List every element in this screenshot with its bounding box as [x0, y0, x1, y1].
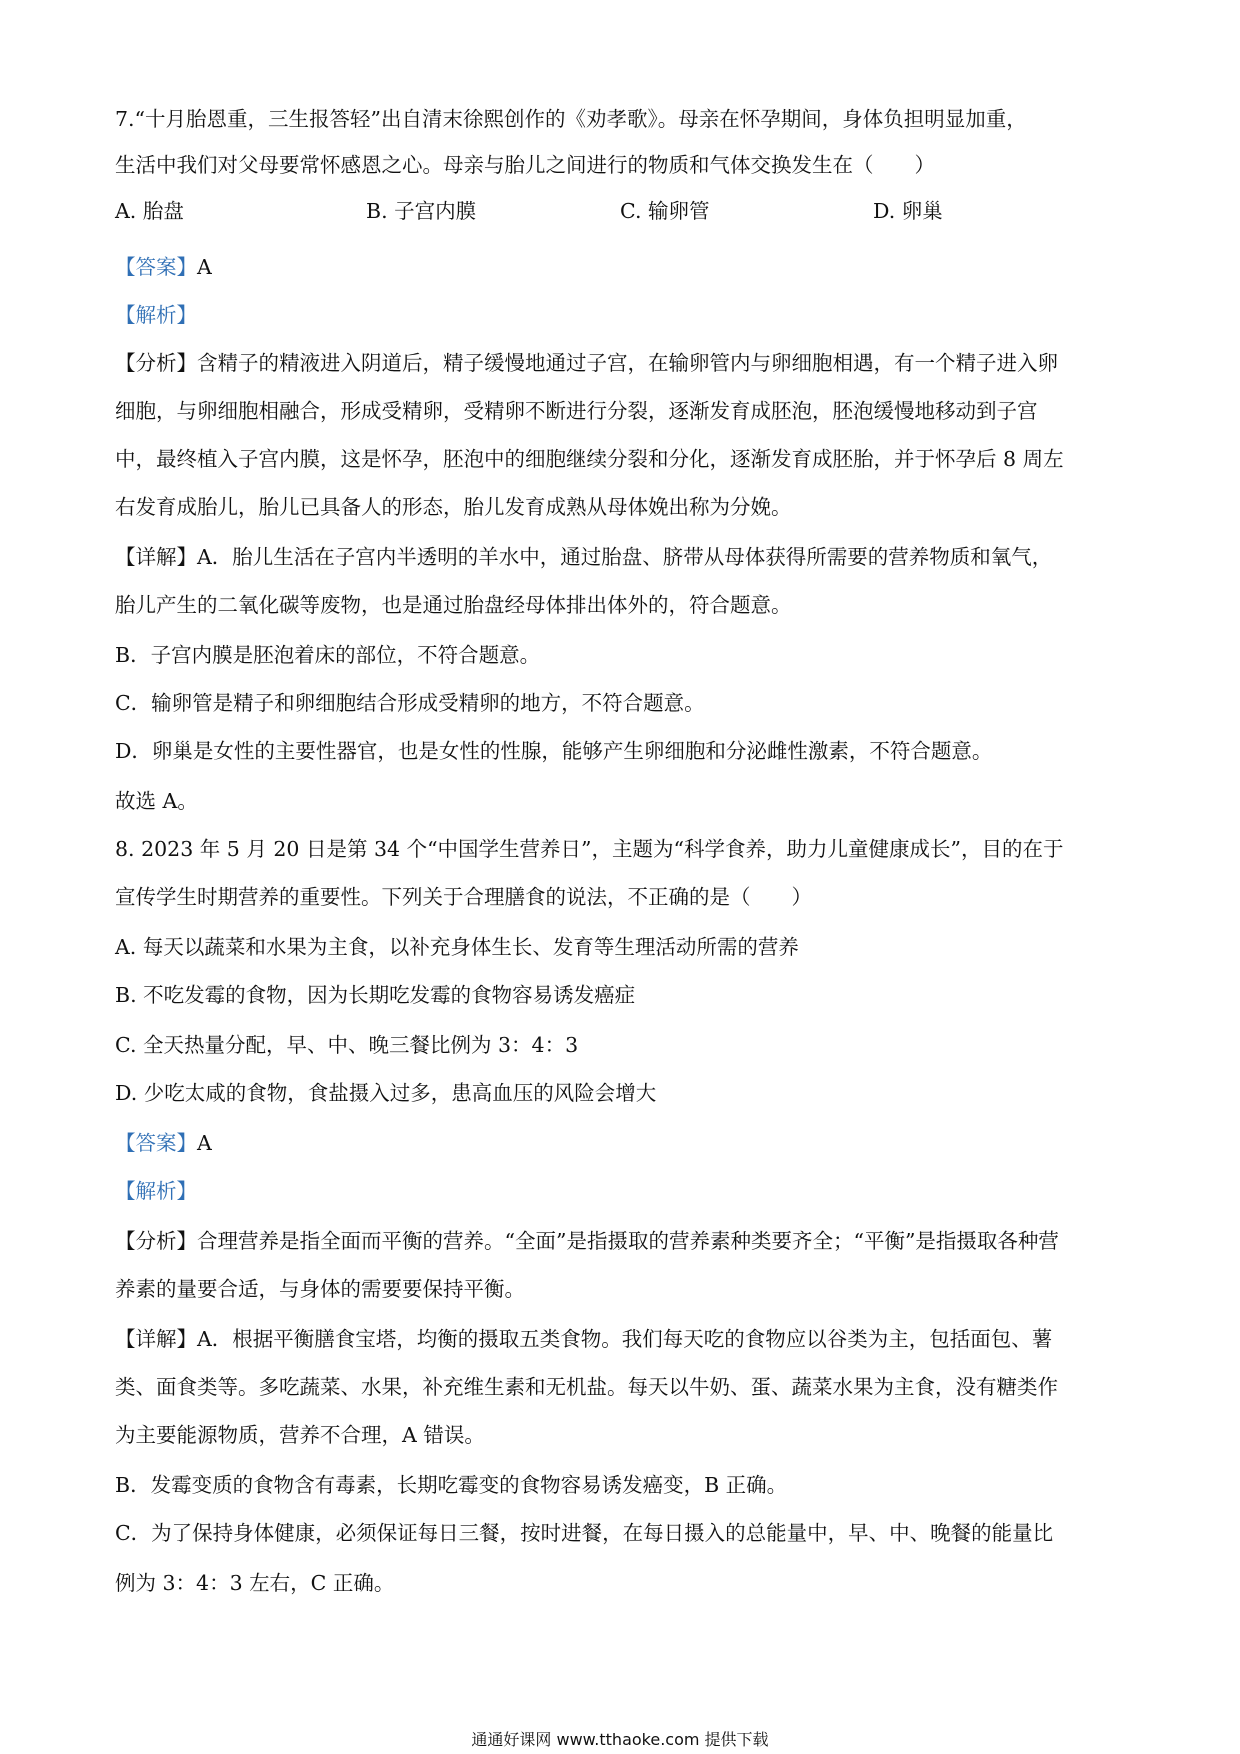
answer-value: A	[197, 255, 212, 279]
q7-option-c: C. 输卵管	[620, 199, 710, 223]
q8-analysis-heading	[115, 1176, 1130, 1206]
q7-analysis-heading	[115, 300, 1130, 330]
q7-fenxi-line2: 细胞，与卵细胞相融合，形成受精卵，受精卵不断进行分裂，逐渐发育成胚泡，胚泡缓慢地移动到子宫	[115, 399, 1038, 423]
analysis-tag: 【解析】	[115, 1179, 197, 1203]
q8-detail-line4: B．发霉变质的食物含有毒素，长期吃霉变的食物容易诱发癌变，B 正确。	[115, 1473, 788, 1497]
q8-detail-line6: 例为 3：4：3 左右，C 正确。	[115, 1571, 395, 1595]
q8-detail-line5: C．为了保持身体健康，必须保证每日三餐，按时进餐，在每日摄入的总能量中，早、中、晚餐的能量比	[115, 1521, 1054, 1545]
q7-detail-line4: C．输卵管是精子和卵细胞结合形成受精卵的地方，不符合题意。	[115, 691, 705, 715]
q8-answer	[115, 1128, 1130, 1158]
q7-detail-line1	[115, 542, 1130, 572]
q7-stem-line1: 7.“十月胎恩重，三生报答轻”出自清末徐熙创作的《劝孝歌》。母亲在怀孕期间，身体负担明显加重，	[115, 107, 1027, 131]
q8-detail-line1	[115, 1324, 1130, 1354]
q7-detail-line2: 胎儿产生的二氧化碳等废物，也是通过胎盘经母体排出体外的，符合题意。	[115, 593, 792, 617]
q8-detail-line3: 为主要能源物质，营养不合理，A 错误。	[115, 1423, 485, 1447]
q7-fenxi-line3: 中，最终植入子宫内膜，这是怀孕，胚泡中的细胞继续分裂和分化，逐渐发育成胚胎，并于怀孕后 8 周左	[115, 447, 1064, 471]
q8-option-d: D. 少吃太咸的食物，食盐摄入过多，患高血压的风险会增大	[115, 1081, 657, 1105]
q8-option-a: A. 每天以蔬菜和水果为主食，以补充身体生长、发育等生理活动所需的营养	[115, 935, 799, 959]
q7-fenxi-line4: 右发育成胎儿，胎儿已具备人的形态，胎儿发育成熟从母体娩出称为分娩。	[115, 495, 792, 519]
q7-answer	[115, 252, 1130, 282]
page-footer: 通通好课网 www.tthaoke.com 提供下载	[471, 1730, 769, 1749]
fenxi-text: 合理营养是指全面而平衡的营养。“全面”是指摄取的营养素种类要齐全；“平衡”是指摄取各种营	[197, 1229, 1059, 1253]
detail-tag: 【详解】	[115, 1327, 197, 1351]
q8-detail-line2: 类、面食类等。多吃蔬菜、水果，补充维生素和无机盐。每天以牛奶、蛋、蔬菜水果为主食，没有糖类作	[115, 1375, 1058, 1399]
fenxi-text: 含精子的精液进入阴道后，精子缓慢地通过子宫，在输卵管内与卵细胞相遇，有一个精子进入卵	[197, 351, 1058, 375]
answer-value: A	[197, 1131, 212, 1155]
q7-option-a: A. 胎盘	[115, 199, 184, 223]
q8-option-b: B. 不吃发霉的食物，因为长期吃发霉的食物容易诱发癌症	[115, 983, 636, 1007]
fenxi-tag: 【分析】	[115, 1229, 197, 1253]
analysis-tag: 【解析】	[115, 303, 197, 327]
q8-stem-line2: 宣传学生时期营养的重要性。下列关于合理膳食的说法，不正确的是（ ）	[115, 885, 812, 909]
q7-option-d: D. 卵巢	[873, 199, 943, 223]
q8-option-c: C. 全天热量分配，早、中、晚三餐比例为 3：4：3	[115, 1033, 579, 1057]
q7-fenxi-line1	[115, 348, 1130, 378]
q8-stem-line1: 8. 2023 年 5 月 20 日是第 34 个“中国学生营养日”，主题为“科学食养，助力儿童健康成长”，目的在于	[115, 837, 1064, 861]
q8-fenxi-line2: 养素的量要合适，与身体的需要要保持平衡。	[115, 1277, 525, 1301]
detail-text: A．根据平衡膳食宝塔，均衡的摄取五类食物。我们每天吃的食物应以谷类为主，包括面包、薯	[197, 1327, 1053, 1351]
q7-conclusion: 故选 A。	[115, 789, 198, 813]
detail-text: A．胎儿生活在子宫内半透明的羊水中，通过胎盘、脐带从母体获得所需要的营养物质和氧气，	[197, 545, 1053, 569]
q7-detail-line3: B．子宫内膜是胚泡着床的部位，不符合题意。	[115, 643, 541, 667]
answer-tag: 【答案】	[115, 1131, 197, 1155]
q7-option-b: B. 子宫内膜	[366, 199, 477, 223]
detail-tag: 【详解】	[115, 545, 197, 569]
fenxi-tag: 【分析】	[115, 351, 197, 375]
q7-stem-line2: 生活中我们对父母要常怀感恩之心。母亲与胎儿之间进行的物质和气体交换发生在（ ）	[115, 153, 935, 177]
q8-fenxi-line1	[115, 1226, 1130, 1256]
q7-detail-line5: D．卵巢是女性的主要性器官，也是女性的性腺，能够产生卵细胞和分泌雌性激素，不符合题意。	[115, 739, 993, 763]
answer-tag: 【答案】	[115, 255, 197, 279]
